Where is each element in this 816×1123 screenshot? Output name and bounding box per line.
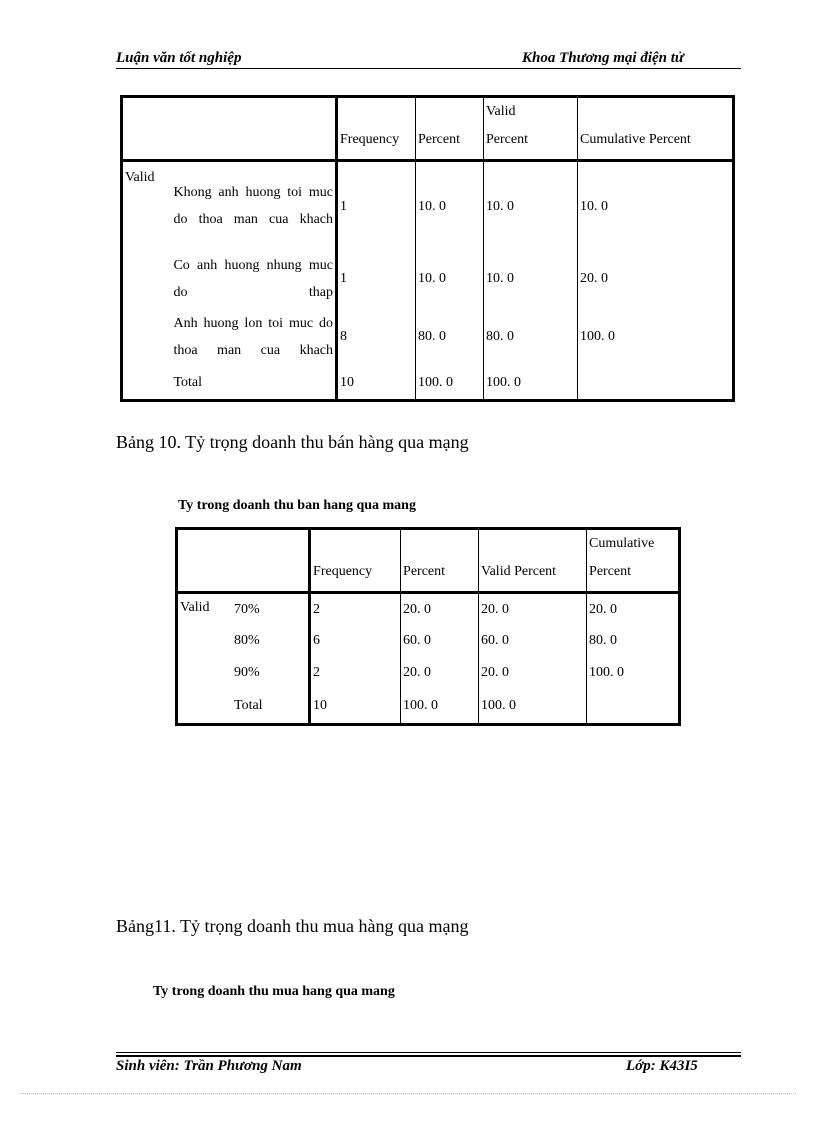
footer-right: Lớp: K43I5 — [626, 1058, 698, 1074]
footer-left: Sinh viên: Trần Phương Nam — [116, 1058, 302, 1074]
cell-frequency: 8 — [337, 307, 416, 367]
header-rule — [116, 68, 741, 69]
table-10 — [175, 527, 681, 726]
row-label: 90% — [232, 657, 310, 689]
table-row — [122, 307, 734, 367]
cell-percent: 10. 0 — [416, 251, 484, 307]
table-corner-cell — [177, 529, 310, 593]
col-header-valid-percent: Valid Percent — [484, 97, 578, 161]
cell-cumulative: 10. 0 — [580, 198, 608, 214]
cell-frequency: 6 — [310, 625, 401, 657]
cell-frequency: 2 — [310, 657, 401, 689]
caption-table-10: Bảng 10. Tỷ trọng doanh thu bán hàng qua mạng — [116, 432, 469, 452]
col-header-frequency: Frequency — [310, 529, 401, 593]
cell-cumulative: 20. 0 — [589, 601, 618, 617]
cell-valid-percent: 20. 0 — [479, 657, 587, 689]
row-label: Total — [232, 689, 310, 725]
cell-valid-percent: 80. 0 — [484, 307, 578, 367]
cell-valid-percent: 10. 0 — [484, 251, 578, 307]
caption-table-11: Bảng11. Tỷ trọng doanh thu mua hàng qua mạng — [116, 916, 469, 936]
cell-frequency: 10 — [337, 367, 416, 401]
row-label: Co anh huong nhung muc do thap — [171, 251, 336, 307]
cell-percent: 10. 0 — [416, 161, 484, 251]
cell-frequency: 1 — [337, 161, 416, 251]
cell-cumulative — [578, 367, 734, 401]
row-label: 80% — [232, 625, 310, 657]
table-corner-cell — [122, 97, 337, 161]
cell-frequency: 1 — [337, 251, 416, 307]
table-row — [177, 689, 680, 725]
cell-frequency: 2 — [310, 593, 401, 625]
page-edge — [20, 1093, 796, 1094]
footer-rule-bottom — [116, 1055, 741, 1057]
header-right: Khoa Thương mại điện tử — [522, 50, 684, 66]
table-header-row — [177, 529, 680, 593]
cell-percent: 80. 0 — [416, 307, 484, 367]
cell-cumulative: 20. 0 — [580, 271, 608, 286]
table-row — [177, 593, 680, 625]
table-row — [122, 367, 734, 401]
cell-percent: 100. 0 — [401, 689, 479, 725]
table11-title: Ty trong doanh thu mua hang qua mang — [153, 984, 395, 999]
cell-percent: 60. 0 — [401, 625, 479, 657]
cell-valid-percent: 10. 0 — [484, 161, 578, 251]
cell-percent: 20. 0 — [401, 593, 479, 625]
footer-rule-top — [116, 1052, 741, 1053]
col-header-cumulative: Cumulative Percent — [587, 529, 680, 593]
cell-frequency: 10 — [310, 689, 401, 725]
cell-cumulative: 100. 0 — [580, 329, 615, 344]
row-label: Khong anh huong toi muc do thoa man cua khach — [171, 161, 336, 251]
cell-percent: 20. 0 — [401, 657, 479, 689]
cell-valid-percent: 100. 0 — [484, 367, 578, 401]
table-top — [120, 95, 735, 402]
cell-cumulative: 100. 0 — [589, 665, 625, 680]
col-header-valid-percent: Valid Percent — [479, 529, 587, 593]
col-header-frequency: Frequency — [337, 97, 416, 161]
cell-valid-percent: 100. 0 — [479, 689, 587, 725]
cell-valid-percent: 20. 0 — [479, 593, 587, 625]
col-header-percent: Percent — [416, 97, 484, 161]
row-label: Total — [171, 367, 336, 401]
table-row — [177, 625, 680, 657]
valid-label: Valid — [125, 170, 155, 185]
valid-label: Valid — [180, 600, 210, 615]
col-header-percent: Percent — [401, 529, 479, 593]
cell-cumulative — [587, 689, 680, 725]
table10-title: Ty trong doanh thu ban hang qua mang — [178, 498, 416, 513]
table-row — [122, 251, 734, 307]
cell-cumulative: 80. 0 — [589, 633, 618, 648]
row-label: 70% — [232, 593, 310, 625]
cell-valid-percent: 60. 0 — [479, 625, 587, 657]
cell-percent: 100. 0 — [416, 367, 484, 401]
table-row — [122, 161, 734, 251]
header-left: Luận văn tốt nghiệp — [116, 50, 242, 66]
row-label: Anh huong lon toi muc do thoa man cua khach — [171, 307, 336, 367]
table-header-row — [122, 97, 734, 161]
col-header-cumulative: Cumulative Percent — [578, 97, 734, 161]
table-row — [177, 657, 680, 689]
